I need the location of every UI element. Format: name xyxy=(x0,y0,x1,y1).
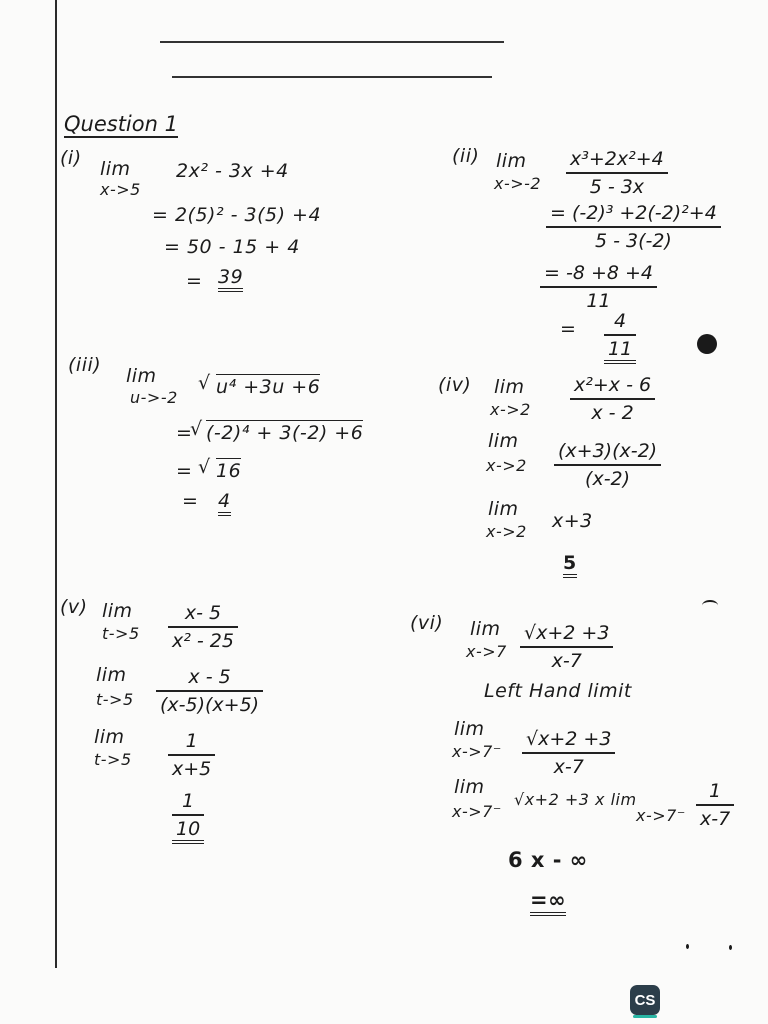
header-rule-1 xyxy=(160,41,504,43)
lim-subscript: t->5 xyxy=(102,624,140,643)
lim-label: lim xyxy=(94,726,125,748)
answer: 5 xyxy=(563,552,577,578)
fraction-bar xyxy=(520,646,613,648)
lim-subscript: u->-2 xyxy=(130,388,178,407)
step-2-fraction xyxy=(540,262,657,312)
lim-label: lim xyxy=(102,600,133,622)
expression: x+3 xyxy=(552,510,593,532)
numerator: √x+2 +3 xyxy=(524,622,610,644)
numerator: 1 xyxy=(709,780,722,802)
lim-subscript: x->-2 xyxy=(494,174,542,193)
ink-dot xyxy=(729,945,732,950)
denominator: 10 xyxy=(172,818,204,844)
ink-mark xyxy=(702,600,718,611)
lim-label: lim xyxy=(494,376,525,398)
denominator: 11 xyxy=(604,338,636,364)
numerator: x³+2x²+4 xyxy=(570,148,664,170)
denominator: x² - 25 xyxy=(172,629,234,652)
lim-label: lim xyxy=(126,365,157,387)
fraction xyxy=(168,730,215,780)
lim-label: lim xyxy=(488,498,519,520)
equals: = xyxy=(186,270,203,292)
fraction-bar xyxy=(540,286,657,288)
step-1: = 2(5)² - 3(5) +4 xyxy=(152,204,322,226)
step-2: = 50 - 15 + 4 xyxy=(164,236,300,258)
part-i-label: (i) xyxy=(60,147,82,169)
lim-label: lim xyxy=(454,776,485,798)
fraction-bar xyxy=(566,172,668,174)
lim-subscript: x->2 xyxy=(490,400,531,419)
fraction xyxy=(696,780,734,830)
part-v-label: (v) xyxy=(60,596,88,618)
ink-dot xyxy=(686,944,689,949)
denominator: 11 xyxy=(586,289,611,312)
numerator: = (-2)³ +2(-2)²+4 xyxy=(550,202,717,224)
lim-label: lim xyxy=(470,618,501,640)
lim-label: lim xyxy=(100,158,131,180)
expression: √x+2 +3 x lim xyxy=(514,790,637,809)
lim-subscript: x->7⁻ xyxy=(452,742,502,761)
part-iv-label: (iv) xyxy=(438,374,472,396)
part-iii-label: (iii) xyxy=(68,354,102,376)
root-sign: √ xyxy=(190,418,203,440)
fraction-bar xyxy=(168,626,238,628)
part-vi-label: (vi) xyxy=(410,612,444,634)
fraction-bar xyxy=(554,464,661,466)
denominator: (x-2) xyxy=(585,467,631,490)
answer: 39 xyxy=(218,266,243,292)
fraction-bar xyxy=(156,690,263,692)
lim-label: lim xyxy=(454,718,485,740)
equals: = xyxy=(560,318,577,340)
denominator: (x-5)(x+5) xyxy=(160,693,260,716)
numerator: x - 5 xyxy=(188,666,231,688)
fraction xyxy=(520,622,613,672)
step-1-fraction xyxy=(546,202,721,252)
fraction xyxy=(554,440,661,490)
root-sign: √ xyxy=(198,456,211,478)
radicand: u⁴ +3u +6 xyxy=(216,376,321,398)
fraction-bar xyxy=(696,804,734,806)
fraction-bar xyxy=(546,226,721,228)
denominator: x-7 xyxy=(700,807,731,830)
fraction-bar xyxy=(604,334,636,336)
fraction-bar xyxy=(522,752,615,754)
lim-subscript: t->5 xyxy=(94,750,132,769)
fraction xyxy=(156,666,263,716)
answer: =∞ xyxy=(530,888,566,916)
answer-fraction xyxy=(172,790,204,844)
step-1: (-2)⁴ + 3(-2) +6 xyxy=(206,422,364,444)
result: 6 x - ∞ xyxy=(508,848,588,872)
part-ii-label: (ii) xyxy=(452,145,480,167)
step-3-equals: = xyxy=(182,490,199,512)
step-1-equals: = xyxy=(176,422,193,444)
denominator: x-7 xyxy=(551,649,582,672)
denominator: x - 2 xyxy=(591,401,634,424)
denominator: 5 - 3(-2) xyxy=(594,229,672,252)
lim-subscript: x->7 xyxy=(466,642,507,661)
numerator: = -8 +8 +4 xyxy=(544,262,653,284)
lim-label: lim xyxy=(96,664,127,686)
numerator: x²+x - 6 xyxy=(574,374,652,396)
lim-subscript: x->5 xyxy=(100,180,141,199)
step-2-equals: = xyxy=(176,460,193,482)
numerator: √x+2 +3 xyxy=(526,728,612,750)
answer: 4 xyxy=(218,490,231,516)
lim-label: lim xyxy=(488,430,519,452)
lim-subscript: x->2 xyxy=(486,522,527,541)
numerator: 1 xyxy=(182,790,195,812)
question-heading: Question 1 xyxy=(64,112,178,136)
fraction-bar xyxy=(168,754,215,756)
lim-subscript: x->7⁻ xyxy=(452,802,502,821)
step-2: 16 xyxy=(216,460,242,482)
numerator: 1 xyxy=(185,730,198,752)
numerator: (x+3)(x-2) xyxy=(558,440,658,462)
denominator: 5 - 3x xyxy=(589,175,645,198)
ink-blot xyxy=(697,334,717,354)
fraction-bar xyxy=(172,814,204,816)
fraction xyxy=(570,374,655,424)
margin-line xyxy=(55,0,57,968)
answer-fraction xyxy=(604,310,636,364)
fraction xyxy=(566,148,668,198)
root-sign: √ xyxy=(198,372,211,394)
lim-subscript: t->5 xyxy=(96,690,134,709)
numerator: 4 xyxy=(614,310,627,332)
denominator: x+5 xyxy=(172,757,212,780)
header-rule-2 xyxy=(172,76,492,78)
camscanner-logo: CS xyxy=(630,985,660,1015)
lim-label: lim xyxy=(496,150,527,172)
fraction-bar xyxy=(570,398,655,400)
note: Left Hand limit xyxy=(484,680,632,702)
lim-subscript: x->2 xyxy=(486,456,527,475)
denominator: x-7 xyxy=(553,755,584,778)
numerator: x- 5 xyxy=(184,602,222,624)
fraction xyxy=(168,602,238,652)
lim-subscript: x->7⁻ xyxy=(636,806,686,825)
fraction xyxy=(522,728,615,778)
expression: 2x² - 3x +4 xyxy=(176,160,289,182)
